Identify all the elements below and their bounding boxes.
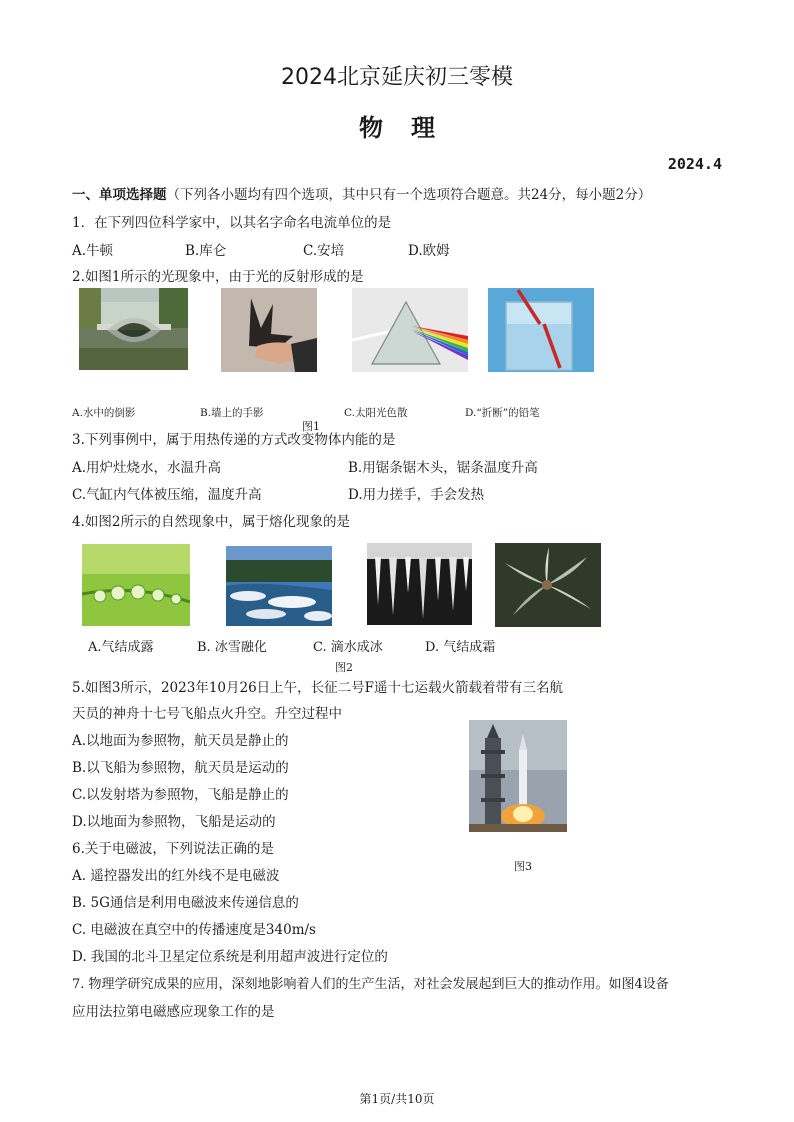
q6-option-a: A. 遥控器发出的红外线不是电磁波 [72,868,280,884]
q6-option-c: C. 电磁波在真空中的传播速度是340m/s [72,922,316,938]
q3-option-d: D.用力搓手，手会发热 [348,487,485,503]
q5-option-c: C.以发射塔为参照物，飞船是静止的 [72,787,289,803]
frost-leaves-svg [495,543,601,627]
dew-drops-photo [82,544,190,626]
q5-option-d: D.以地面为参照物，飞船是运动的 [72,814,276,830]
q4-option-b: B. 冰雪融化 [197,640,267,655]
section-heading-label: 一、单项选择题 [72,187,167,203]
hand-shadow-photo [221,288,317,372]
question-2-stem: 2.如图1所示的光现象中，由于光的反射形成的是 [72,269,364,285]
figure-1-caption: 图1 [302,420,320,433]
q2-option-c: C.太阳光色散 [344,407,408,419]
question-7-stem-line2: 应用法拉第电磁感应现象工作的是 [72,1004,275,1020]
question-1-stem: 1．在下列四位科学家中，以其名字命名电流单位的是 [72,215,392,231]
bridge-reflection-photo [79,288,188,370]
figure-3-caption: 图3 [514,860,532,873]
question-5-stem-line1: 5.如图3所示，2023年10月26日上午，长征二号F遥十七运载火箭载着带有三名航 [72,680,564,696]
q4-option-a: A.气结成露 [88,640,154,655]
page-number: 第1页/共10页 [359,1092,435,1106]
icicles-photo [367,543,472,625]
q4-option-c: C. 滴水成冰 [313,640,383,655]
subject-title: 物理 [359,113,463,142]
prism-dispersion-svg [352,288,468,372]
pencil-in-water-svg [488,288,594,372]
exam-date: 2024.4 [667,155,722,173]
q1-option-c: C.安培 [303,243,345,259]
q3-option-c: C.气缸内气体被压缩，温度升高 [72,487,262,503]
q6-option-d: D. 我国的北斗卫星定位系统是利用超声波进行定位的 [72,949,388,965]
q2-option-a: A.水中的倒影 [72,407,136,419]
q3-option-a: A.用炉灶烧水，水温升高 [72,460,222,476]
prism-dispersion-photo [352,288,468,372]
q1-option-d: D.欧姆 [408,243,450,259]
q2-option-d: D.“折断”的铅笔 [465,407,540,419]
icicles-svg [367,543,472,625]
q6-option-b: B. 5G通信是利用电磁波来传递信息的 [72,895,299,911]
question-4-stem: 4.如图2所示的自然现象中，属于熔化现象的是 [72,514,350,530]
dew-drops-svg [82,544,190,626]
q1-option-b: B.库仑 [185,243,227,259]
melting-snow-river-svg [226,546,332,626]
q3-option-b: B.用锯条锯木头，锯条温度升高 [348,460,538,476]
q2-option-b: B.墙上的手影 [200,407,264,419]
q4-option-d: D. 气结成霜 [425,640,496,655]
q1-option-a: A.牛顿 [72,243,114,259]
q5-option-b: B.以飞船为参照物，航天员是运动的 [72,760,289,776]
melting-snow-river-photo [226,546,332,626]
rocket-launch-photo [469,720,567,832]
page-title: 2024北京延庆初三零模 [281,65,513,90]
frost-leaves-photo [495,543,601,627]
question-7-stem-line1: 7. 物理学研究成果的应用，深刻地影响着人们的生产生活，对社会发展起到巨大的推动作用。如图4设备 [72,977,669,992]
section-heading [72,187,651,203]
question-5-stem-line2: 天员的神舟十七号飞船点火升空。升空过程中 [72,706,342,722]
bridge-reflection-svg [79,288,188,370]
q5-option-a: A.以地面为参照物，航天员是静止的 [72,733,289,749]
figure-2-caption: 图2 [335,661,353,674]
question-6-stem: 6.关于电磁波，下列说法正确的是 [72,841,274,857]
section-heading-note: （下列各小题均有四个选项，其中只有一个选项符合题意。共24分，每小题2分） [166,187,652,203]
pencil-in-water-photo [488,288,594,372]
rocket-launch-svg [469,720,567,832]
question-3-stem: 3.下列事例中，属于用热传递的方式改变物体内能的是 [72,432,396,448]
hand-shadow-svg [221,288,317,372]
